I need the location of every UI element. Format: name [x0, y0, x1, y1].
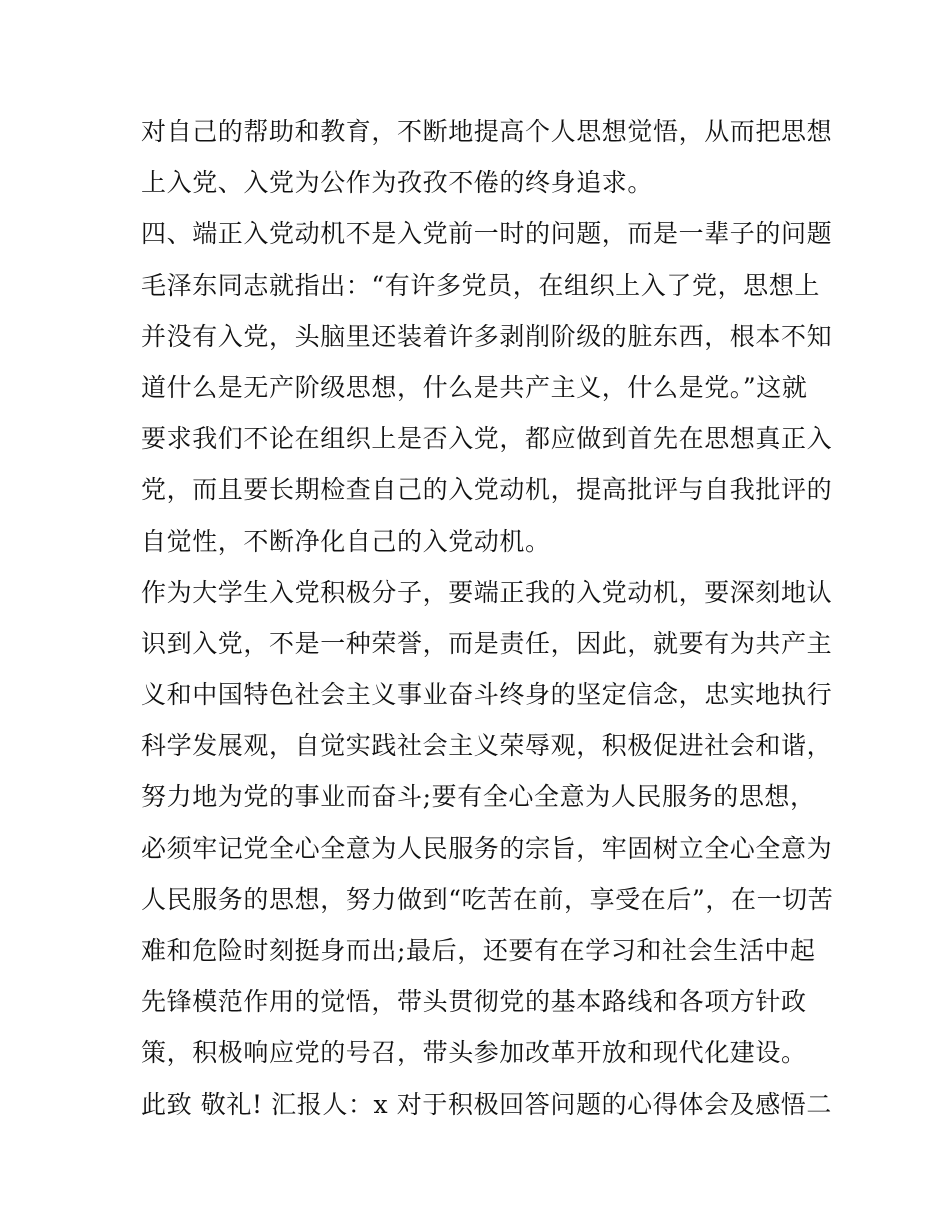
text-line: 四、端正入党动机不是入党前一时的问题，而是一辈子的问题: [141, 219, 833, 249]
text-line: 要求我们不论在组织上是否入党，都应做到首先在思想真正入: [141, 424, 833, 454]
text-line: 识到入党，不是一种荣誉，而是责任，因此，就要有为共产主: [141, 628, 833, 658]
text-line: 道什么是无产阶级思想，什么是共产主义，什么是党。”这就: [141, 372, 808, 402]
text-line: 难和危险时刻挺身而出;最后，还要有在学习和社会生活中起: [141, 936, 816, 965]
text-line: 对自己的帮助和教育，不断地提高个人思想觉悟，从而把思想: [141, 117, 833, 146]
text-line: 作为大学生入党积极分子，要端正我的入党动机，要深刻地认: [141, 577, 833, 607]
text-line: 义和中国特色社会主义事业奋斗终身的坚定信念，忠实地执行: [141, 680, 833, 710]
text-line: 必须牢记党全心全意为人民服务的宗旨，牢固树立全心全意为: [141, 833, 833, 863]
text-line: 自觉性，不断净化自己的入党动机。: [141, 526, 551, 556]
text-line: 此致 敬礼! 汇报人：x 对于积极回答问题的心得体会及感悟二: [141, 1089, 832, 1119]
text-line: 毛泽东同志就指出：“有许多党员，在组织上入了党，思想上: [141, 270, 820, 300]
body-text: [141, 106, 834, 1130]
text-line: 努力地为党的事业而奋斗;要有全心全意为人民服务的思想，: [141, 782, 816, 812]
text-line: 科学发展观，自觉实践社会主义荣辱观，积极促进社会和谐，: [141, 731, 833, 761]
text-line: 并没有入党，头脑里还装着许多剥削阶级的脏东西，根本不知: [141, 321, 833, 351]
text-line: 策，积极响应党的号召，带头参加改革开放和现代化建设。: [141, 1038, 807, 1068]
text-line: 人民服务的思想，努力做到“吃苦在前，享受在后”，在一切苦: [141, 884, 834, 914]
text-line: 先锋模范作用的觉悟，带头贯彻党的基本路线和各项方针政: [141, 987, 807, 1017]
text-line: 上入党、入党为公作为孜孜不倦的终身追求。: [141, 168, 654, 198]
text-line: 党，而且要长期检查自己的入党动机，提高批评与自我批评的: [141, 475, 833, 505]
